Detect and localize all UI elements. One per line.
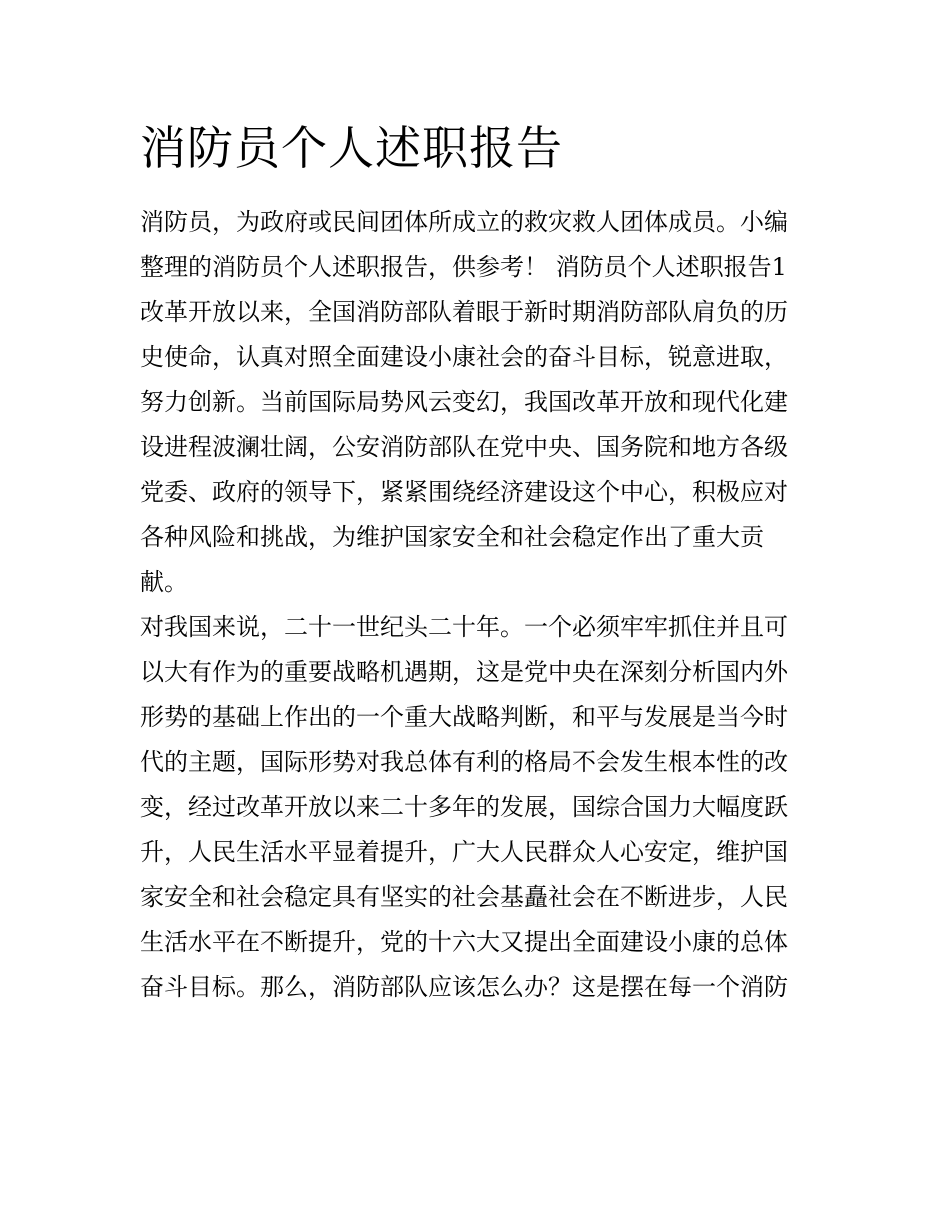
text-line: 消防员，为政府或民间团体所成立的救灾救人团体成员。小编 — [140, 208, 788, 236]
document-body — [140, 200, 820, 1010]
text-line: 形势的基础上作出的一个重大战略判断，和平与发展是当今时 — [140, 703, 788, 731]
text-line: 对我国来说，二十一世纪头二十年。一个必须牢牢抓住并且可 — [140, 613, 788, 641]
text-line: 生活水平在不断提升，党的十六大又提出全面建设小康的总体 — [140, 928, 788, 956]
text-line: 升，人民生活水平显着提升，广大人民群众人心安定，维护国 — [140, 838, 788, 866]
document-title: 消防员个人述职报告 — [140, 121, 563, 175]
text-line: 党委、政府的领导下，紧紧围绕经济建设这个中心，积极应对 — [140, 478, 788, 506]
text-line: 设进程波澜壮阔，公安消防部队在党中央、国务院和地方各级 — [140, 433, 788, 461]
text-line: 史使命，认真对照全面建设小康社会的奋斗目标，锐意进取， — [140, 343, 788, 371]
text-line: 努力创新。当前国际局势风云变幻，我国改革开放和现代化建 — [140, 388, 788, 416]
text-line: 改革开放以来，全国消防部队着眼于新时期消防部队肩负的历 — [140, 298, 788, 326]
text-line: 变，经过改革开放以来二十多年的发展，国综合国力大幅度跃 — [140, 793, 788, 821]
text-line: 献。 — [140, 568, 188, 596]
text-line: 以大有作为的重要战略机遇期，这是党中央在深刻分析国内外 — [140, 658, 788, 686]
text-line: 各种风险和挑战，为维护国家安全和社会稳定作出了重大贡 — [140, 523, 764, 551]
text-line: 奋斗目标。那么，消防部队应该怎么办？这是摆在每一个消防 — [140, 973, 788, 1001]
text-line: 整理的消防员个人述职报告，供参考！ 消防员个人述职报告1 — [140, 253, 787, 281]
text-line: 家安全和社会稳定具有坚实的社会基矗社会在不断进步，人民 — [140, 883, 788, 911]
text-line: 代的主题，国际形势对我总体有利的格局不会发生根本性的改 — [140, 748, 788, 776]
